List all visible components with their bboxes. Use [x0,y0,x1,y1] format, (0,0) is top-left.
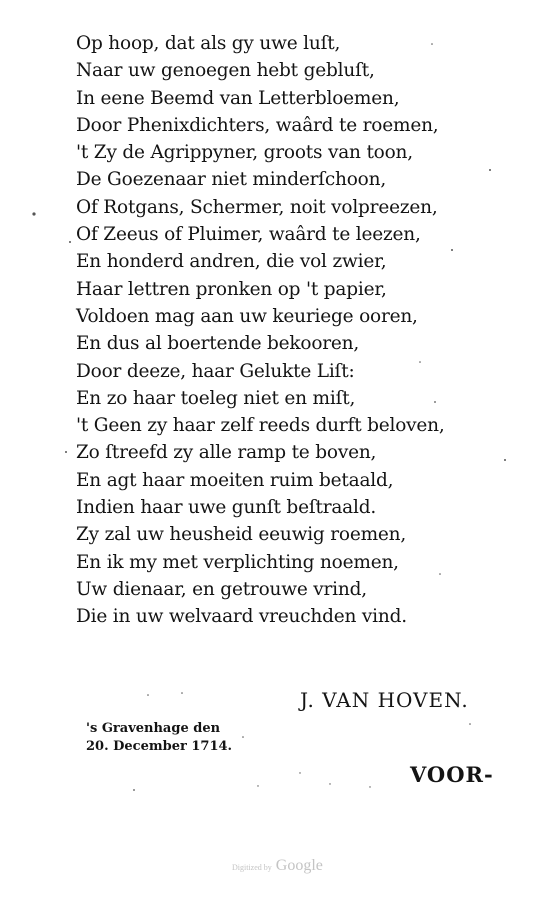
poem-line: Op hoop, dat als gy uwe luſt, [76,33,341,54]
poem-line: Zy zal uw heusheid eeuwig roemen, [76,524,407,546]
poem-line: 't Zy de Agrippyner, groots van toon, [76,142,413,164]
poem-line: Indien haar uwe gunſt beſtraald. [76,497,377,519]
poem-line: En agt haar moeiten ruim betaald, [76,469,394,491]
poem-line: Zo ſtreefd zy alle ramp te boven, [76,442,377,464]
poem [76,30,445,631]
poem-line: De Goezenaar niet minderſchoon, [76,169,387,191]
watermark-brand: Google [275,857,323,874]
poem-line: En zo haar toeleg niet en miſt, [76,387,356,409]
author-signature: J. VAN HOVEN. [300,688,469,712]
poem-line: Door Phenixdichters, waârd te roemen, [76,114,439,136]
poem-line: Naar uw genoegen hebt gebluſt, [76,60,375,82]
place-line: 's Gravenhage den [86,721,221,736]
poem-line: Voldoen mag aan uw keuriege ooren, [76,305,418,327]
poem-line: Uw dienaar, en getrouwe vrind, [76,578,367,600]
digitizer-watermark [232,857,323,875]
poem-line: Haar lettren pronken op 't papier, [76,278,387,300]
poem-line: En honderd andren, die vol zwier, [76,251,387,273]
poem-line: Die in uw welvaard vreuchden vind. [76,606,407,628]
poem-line: En ik my met verplichting noemen, [76,551,399,573]
watermark-prefix: Digitized by [232,863,272,872]
poem-line: Of Rotgans, Schermer, noit volpreezen, [76,196,438,218]
poem-line: Of Zeeus of Pluimer, waârd te leezen, [76,224,421,246]
catchword: VOOR- [410,762,494,787]
poem-line: Door deeze, haar Gelukte Liſt: [76,360,355,382]
poem-line: 't Geen zy haar zelf reeds durft beloven, [76,415,445,437]
date-line: 20. December 1714. [86,739,233,754]
poem-line: In eene Beemd van Letterbloemen, [76,87,400,109]
place-date [86,720,232,756]
poem-line: En dus al boertende bekooren, [76,333,360,355]
